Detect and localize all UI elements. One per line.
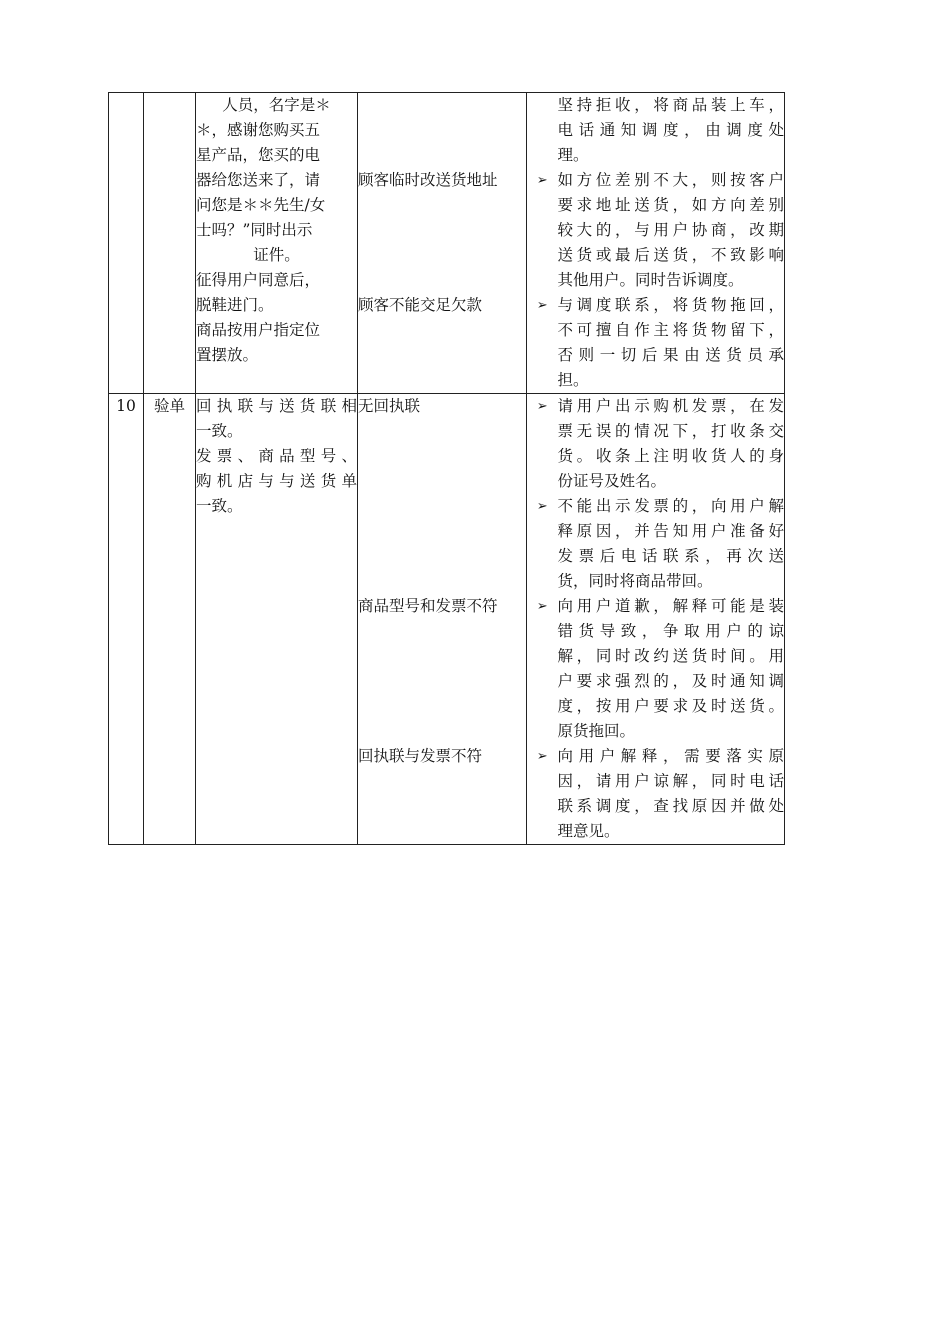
requirement-line: 问您是＊＊先生/女	[196, 196, 326, 214]
action-line: 货，同时将商品带回。	[557, 572, 713, 590]
requirement-line: 器给您送来了，请	[196, 171, 321, 189]
actions-cell	[558, 394, 785, 845]
action-line: 错货导致，争取用户的谅	[557, 622, 784, 640]
row-number-cell: 10	[109, 394, 144, 845]
arrow-bullet-icon: ➢	[536, 173, 548, 188]
action-line: 票无误的情况下，打收条交	[557, 422, 784, 440]
action-line: 不可擅自作主将货物留下，	[557, 321, 784, 339]
situations-cell	[358, 93, 527, 394]
action-line: 坚持拒收，将商品装上车，	[557, 96, 784, 114]
requirement-line: 置摆放。	[196, 346, 259, 364]
requirement-line: 征得用户同意后，	[196, 271, 321, 289]
requirements-cell	[196, 394, 358, 845]
requirement-line: 一致。	[196, 422, 243, 440]
table-row	[109, 394, 785, 845]
action-line: 发票后电话联系，再次送	[557, 547, 784, 565]
requirements-cell	[196, 93, 358, 394]
action-line: 原货拖回。	[557, 722, 636, 740]
action-line: 担。	[557, 371, 589, 389]
action-line: 释原因，并告知用户准备好	[557, 522, 784, 540]
action-line: 送货或最后送货，不致影响	[557, 246, 784, 264]
action-line: 与调度联系，将货物拖回，	[557, 296, 784, 314]
action-line: 度，按用户要求及时送货。	[557, 697, 784, 715]
action-line: 因，请用户谅解，同时电话	[557, 772, 784, 790]
delivery-procedure-table	[108, 92, 785, 845]
step-name-cell: 验单	[144, 394, 196, 845]
situation-text: 回执联与发票不符	[358, 747, 483, 765]
arrow-bullet-icon: ➢	[536, 399, 548, 414]
requirement-line: 人员，名字是＊	[222, 96, 331, 114]
action-line: 向用户道歉，解释可能是装	[557, 597, 784, 615]
requirement-line: 证件。	[253, 246, 300, 264]
requirement-line: 发票、商品型号、	[196, 447, 357, 465]
action-line: 要求地址送货，如方向差别	[557, 196, 784, 214]
row-number-cell	[109, 93, 144, 394]
action-line: 向用户解释，需要落实原	[557, 747, 784, 765]
arrow-bullet-icon: ➢	[536, 599, 548, 614]
arrow-bullet-icon: ➢	[536, 499, 548, 514]
action-line: 如方位差别不大，则按客户	[557, 171, 784, 189]
situation-text: 商品型号和发票不符	[358, 597, 498, 615]
requirement-line: 一致。	[196, 497, 243, 515]
arrow-bullet-icon: ➢	[536, 298, 548, 313]
requirement-line: 购机店与与送货单	[196, 472, 357, 490]
requirement-line: 回执联与送货联相	[196, 397, 357, 415]
action-line: 户要求强烈的，及时通知调	[557, 672, 784, 690]
action-line: 解，同时改约送货时间。用	[557, 647, 784, 665]
action-line: 否则一切后果由送货员承	[557, 346, 784, 364]
actions-cell	[558, 93, 785, 394]
situation-text: 顾客临时改送货地址	[358, 171, 498, 189]
step-name-cell	[144, 93, 196, 394]
situations-cell	[358, 394, 527, 845]
requirement-line: 脱鞋进门。	[196, 296, 274, 314]
bullet-column	[527, 93, 558, 394]
action-line: 份证号及姓名。	[557, 472, 667, 490]
action-line: 请用户出示购机发票，在发	[557, 397, 784, 415]
requirement-line: 商品按用户指定位	[196, 321, 321, 339]
action-line: 电话通知调度，由调度处	[557, 121, 784, 139]
requirement-line: 星产品，您买的电	[196, 146, 321, 164]
action-line: 理意见。	[557, 822, 620, 840]
arrow-bullet-icon: ➢	[536, 749, 548, 764]
requirement-line: ＊，感谢您购买五	[196, 121, 321, 139]
action-line: 货。收条上注明收货人的身	[557, 447, 784, 465]
action-line: 不能出示发票的，向用户解	[557, 497, 784, 515]
situation-text: 无回执联	[358, 397, 421, 415]
table-row	[109, 93, 785, 394]
bullet-column	[527, 394, 558, 845]
action-line: 联系调度，查找原因并做处	[557, 797, 784, 815]
requirement-line: 士吗？”同时出示	[196, 221, 313, 239]
situation-text: 顾客不能交足欠款	[358, 296, 483, 314]
action-line: 理。	[557, 146, 589, 164]
action-line: 其他用户。同时告诉调度。	[557, 271, 744, 289]
action-line: 较大的，与用户协商，改期	[557, 221, 784, 239]
